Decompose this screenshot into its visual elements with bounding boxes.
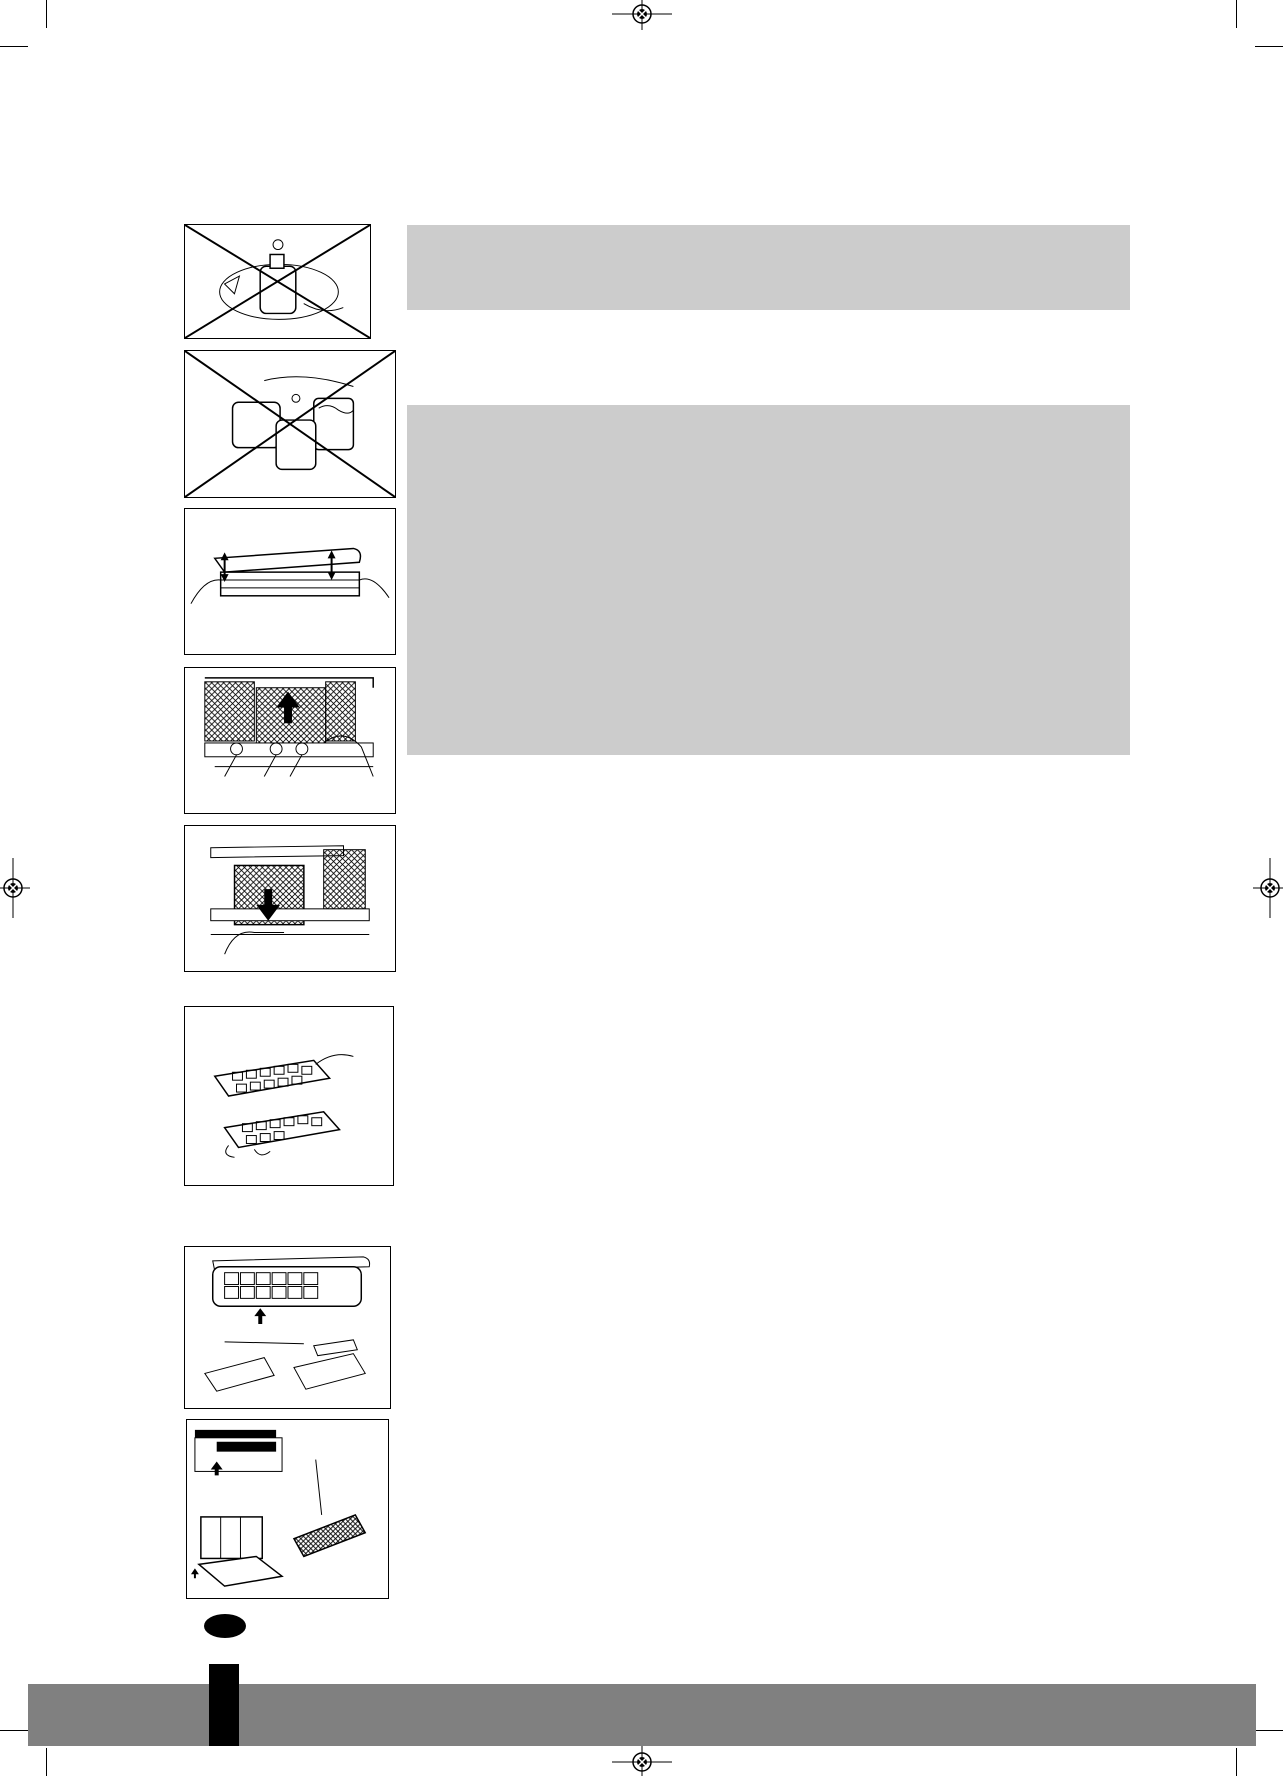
crop-mark [1255,1730,1283,1731]
crop-mark [1236,0,1237,28]
crop-mark [0,1730,28,1731]
crop-mark [0,46,28,47]
registration-mark-icon [612,1746,672,1776]
footer-tab [209,1664,239,1746]
crop-mark [1236,1748,1237,1776]
no-chemical-containers-illustration [184,350,396,498]
crop-mark [1255,46,1283,47]
page-number-badge [204,1614,246,1638]
replace-carbon-filter-illustration [186,1419,389,1599]
remove-filter-frame-illustration [184,1246,391,1409]
warning-box [407,225,1130,310]
registration-mark-icon [0,858,30,918]
no-spray-bottle-illustration [184,224,371,339]
registration-mark-icon [612,0,672,30]
pull-down-air-filter-illustration [184,825,396,972]
lift-air-filter-illustration [184,667,396,814]
open-front-panel-illustration [184,508,396,655]
crop-mark [46,0,47,28]
instruction-box [407,405,1130,755]
clean-filters-illustration [184,1006,394,1186]
registration-mark-icon [1253,858,1283,918]
crop-mark [46,1748,47,1776]
